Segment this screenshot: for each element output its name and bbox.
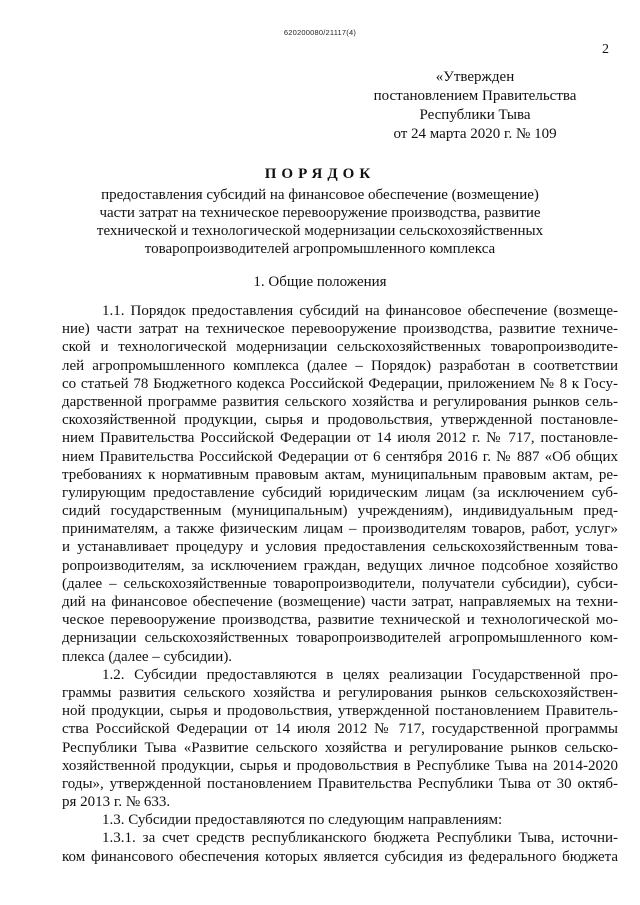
body-line: ской и технологической модернизации сельскохозяйственных товаропроизводите-: [62, 339, 618, 356]
approval-line: Республики Тыва: [419, 107, 531, 123]
body-line: скохозяйственной продукции, сырья и продовольствия, утвержденной постановле-: [62, 412, 618, 429]
body-line: ком финансового обеспечения которых является субсидия из федерального бюджета: [62, 848, 618, 865]
body-line: ства Российской Федерации от 14 июля 2012 № 717, государственной программы: [62, 721, 618, 738]
body-line: 1.3.1. за счет средств республиканского бюджета Республики Тыва, источни-: [102, 830, 618, 847]
body-line: со статьей 78 Бюджетного кодекса Российской Федерации, приложением № 8 к Госу-: [62, 375, 618, 392]
body-line: годы», утвержденной постановлением Правительства Республики Тыва от 30 октяб-: [62, 775, 618, 792]
body-line: 1.1. Порядок предоставления субсидий на финансовое обеспечение (возмеще-: [102, 303, 618, 319]
subtitle-line: части затрат на техническое перевооружение производства, развитие: [99, 205, 541, 221]
body-line: лей агропромышленного комплекса (далее – Порядок) разработан в соответствии: [62, 357, 618, 374]
document-subtitle: [60, 186, 580, 258]
body-line: нием Правительства Российской Федерации от 6 сентября 2016 г. № 887 «Об общих: [62, 448, 618, 465]
body-line: 1.2. Субсидии предоставляются в целях реализации Государственной про-: [102, 666, 618, 683]
subtitle-line: предоставления субсидий на финансовое обеспечение (возмещение): [101, 187, 539, 203]
approval-line: «Утвержден: [435, 69, 515, 85]
section-heading: 1. Общие положения: [253, 274, 387, 290]
body-line: ческое перевооружение производства, развитие технической и технологической мо-: [62, 612, 618, 629]
body-line: плекса (далее – субсидии).: [62, 648, 233, 665]
body-line: гулирующим предоставление субсидий юридическим лицам (за исключением суб-: [62, 484, 618, 501]
body-line: сидий государственным (муниципальным) учреждениям), индивидуальным пред-: [62, 503, 618, 520]
body-line: ропроизводителям, за исключением граждан, ведущих личное подсобное хозяйство: [62, 557, 618, 574]
body-line: нием Правительства Российской Федерации от 14 июля 2012 г. № 717, постановле-: [62, 430, 618, 447]
body-text: [62, 302, 618, 866]
body-line: и устанавливает процедуру и условия предоставления сельскохозяйственным това-: [62, 539, 618, 556]
body-line: Республики Тыва «Развитие сельского хозяйства и регулирование рынков сельско-: [62, 739, 618, 756]
body-line: принимателям, а также физическим лицам – производителям товаров, работ, услуг»: [62, 521, 618, 538]
approval-line: постановлением Правительства: [373, 88, 577, 104]
body-line: ря 2013 г. № 633.: [62, 794, 171, 811]
page-number: 2: [602, 42, 609, 57]
body-line: ной продукции, сырья и продовольствия, утвержденной постановлением Правитель-: [62, 703, 618, 720]
approval-line: от 24 марта 2020 г. № 109: [393, 126, 557, 142]
document-id: 620200080/21117(4): [283, 28, 357, 37]
body-line: требованиях к нормативным правовым актам, муниципальным правовым актам, ре-: [62, 466, 618, 483]
body-line: дарственной программе развития сельского хозяйства и регулирования рынков сель-: [62, 393, 618, 410]
body-line: хозяйственной продукции, сырья и продовольствия в Республике Тыва на 2014-2020: [62, 757, 618, 774]
body-line: дернизации сельскохозяйственных товаропроизводителей агропромышленного ком-: [62, 630, 618, 647]
body-line: дий на финансовое обеспечение (возмещение) части затрат, направляемых на техни-: [62, 594, 618, 610]
body-line: 1.3. Субсидии предоставляются по следующим направлениям:: [102, 812, 503, 829]
document-title: ПОРЯДОК: [264, 166, 376, 182]
subtitle-line: технической и технологической модернизации сельскохозяйственных: [96, 223, 544, 239]
body-line: (далее – сельскохозяйственные товаропроизводители, получатели субсидии), субси-: [62, 575, 618, 592]
subtitle-line: товаропроизводителей агропромышленного комплекса: [144, 241, 496, 257]
body-line: граммы развития сельского хозяйства и регулирования рынков сельскохозяйствен-: [62, 684, 618, 701]
approval-stamp: [330, 68, 620, 144]
body-line: ние) части затрат на техническое перевооружение производства, развитие техниче-: [62, 321, 618, 338]
